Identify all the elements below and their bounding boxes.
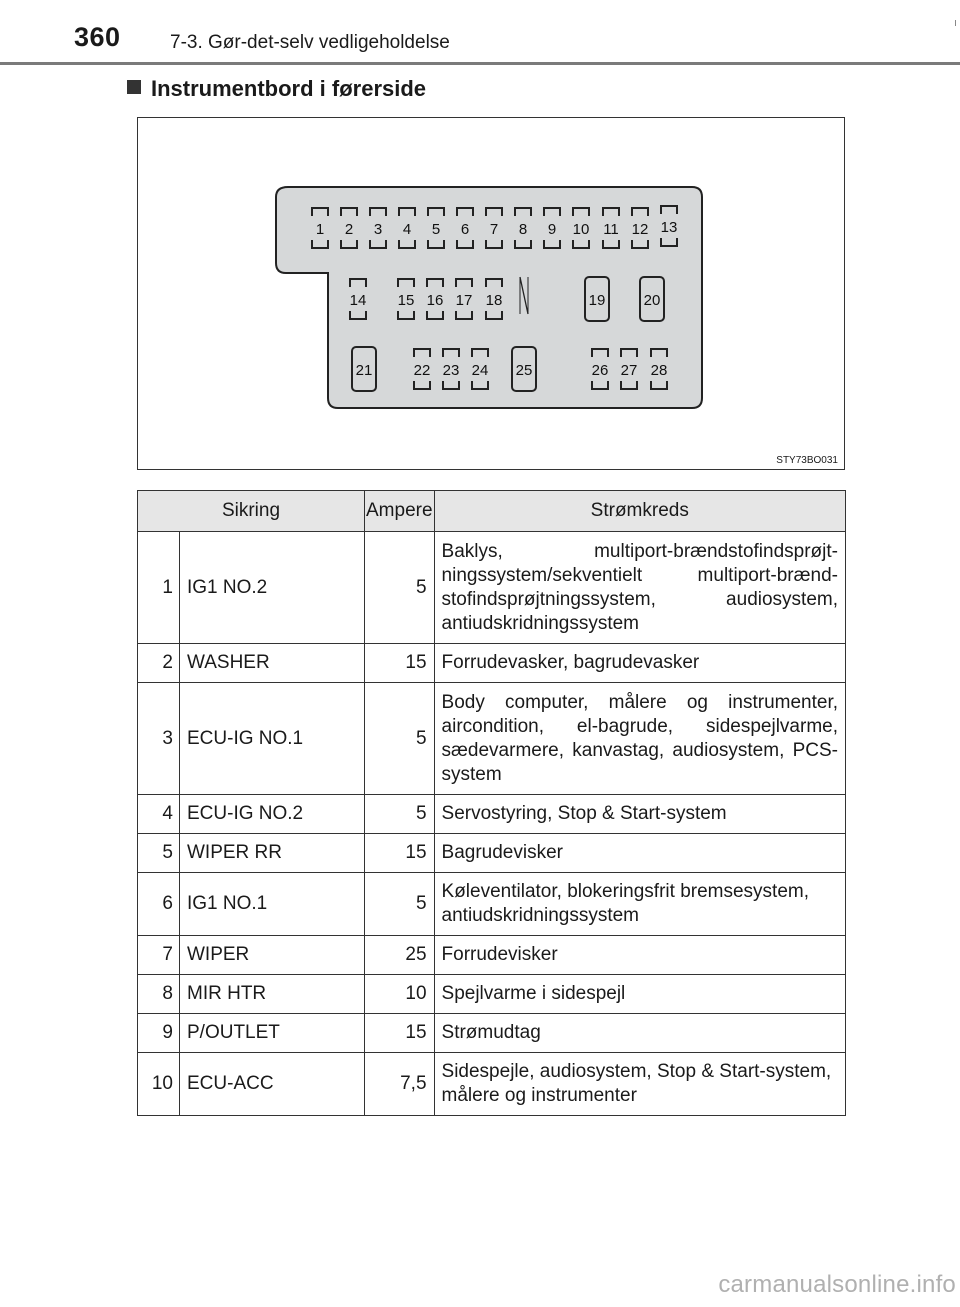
fuse-label: 10	[572, 221, 590, 238]
fuse-table	[137, 490, 846, 1116]
fuse-label: 14	[349, 292, 367, 309]
fuse-label: 24	[471, 362, 489, 379]
fuse-circuit: Forrudevisker	[434, 936, 845, 975]
fuse-box-diagram	[137, 117, 845, 470]
section-title-text: Instrumentbord i førerside	[151, 76, 427, 101]
fuse-label: 25	[515, 362, 533, 379]
fuse-name: IG1 NO.1	[180, 873, 365, 936]
fuse-ampere: 5	[365, 795, 435, 834]
fuse-ampere: 15	[365, 1014, 435, 1053]
fuse-label: 4	[402, 221, 412, 238]
fuse-name: ECU-IG NO.2	[180, 795, 365, 834]
fuse-number: 7	[138, 936, 180, 975]
fuse-name: IG1 NO.2	[180, 532, 365, 644]
fuse-ampere: 5	[365, 873, 435, 936]
table-row	[138, 683, 846, 795]
fuse-ampere: 10	[365, 975, 435, 1014]
fuse-name: P/OUTLET	[180, 1014, 365, 1053]
fuse-label: 28	[650, 362, 668, 379]
fuse-label: 19	[588, 292, 606, 309]
header-rule	[0, 62, 960, 65]
fuse-circuit: Strømudtag	[434, 1014, 845, 1053]
fuse-label: 16	[426, 292, 444, 309]
fuse-name: WASHER	[180, 644, 365, 683]
watermark: carmanualsonline.info	[718, 1271, 956, 1298]
fuse-number: 10	[138, 1053, 180, 1116]
fuse-label: 3	[373, 221, 383, 238]
fuse-circuit: Body computer, målere og instrumenter, aircondition, el-bagrude, sidespejlvarme, sædevarmere, kanvastag, audiosystem, PCS-system	[434, 683, 845, 795]
fuse-number: 4	[138, 795, 180, 834]
fuse-label: 11	[603, 221, 619, 238]
fuse-label: 6	[460, 221, 470, 238]
fuse-label: 1	[315, 221, 325, 238]
fuse-ampere: 5	[365, 532, 435, 644]
fuse-name: ECU-ACC	[180, 1053, 365, 1116]
fuse-label: 18	[485, 292, 503, 309]
fuse-label: 20	[643, 292, 661, 309]
table-row	[138, 532, 846, 644]
fuse-label: 21	[355, 362, 373, 379]
table-row	[138, 644, 846, 683]
fuse-ampere: 5	[365, 683, 435, 795]
section-title	[127, 76, 426, 102]
header-circuit: Strømkreds	[434, 491, 845, 532]
table-row	[138, 873, 846, 936]
fuse-label: 8	[518, 221, 528, 238]
edge-tick	[955, 20, 956, 26]
fuse-name: MIR HTR	[180, 975, 365, 1014]
fuse-label: 23	[442, 362, 460, 379]
chapter-title: 7-3. Gør-det-selv vedligeholdelse	[170, 32, 450, 53]
fuse-number: 9	[138, 1014, 180, 1053]
page-number: 360	[74, 22, 121, 52]
table-row	[138, 936, 846, 975]
fuse-number: 3	[138, 683, 180, 795]
fuse-label: 9	[547, 221, 557, 238]
fuse-label: 27	[620, 362, 638, 379]
fuse-label: 22	[413, 362, 431, 379]
table-row	[138, 1053, 846, 1116]
fuse-label: 26	[591, 362, 609, 379]
fuse-number: 8	[138, 975, 180, 1014]
fuse-circuit: Sidespejle, audiosystem, Stop & Start-system, målere og instrumenter	[434, 1053, 845, 1116]
page-header	[0, 0, 960, 64]
fuse-ampere: 25	[365, 936, 435, 975]
table-row	[138, 795, 846, 834]
fuse-circuit: Baklys, multiport-brændstofindsprøjt-ningssystem/sekventielt multiport-brænd-stofindsprøjtningssystem, audiosystem, antiudskridningssystem	[434, 532, 845, 644]
fuse-number: 2	[138, 644, 180, 683]
fuse-label: 13	[660, 219, 678, 236]
fuse-label: 7	[489, 221, 499, 238]
header-ampere: Ampere	[365, 491, 435, 532]
fuse-label: 15	[397, 292, 415, 309]
fuse-ampere: 15	[365, 644, 435, 683]
table-header-row	[138, 491, 846, 532]
fuse-circuit: Forrudevasker, bagrudevasker	[434, 644, 845, 683]
fuse-circuit: Bagrudevisker	[434, 834, 845, 873]
table-row	[138, 975, 846, 1014]
fuse-ampere: 15	[365, 834, 435, 873]
fuse-name: WIPER	[180, 936, 365, 975]
fuse-name: ECU-IG NO.1	[180, 683, 365, 795]
square-bullet-icon	[127, 80, 141, 94]
fuse-number: 6	[138, 873, 180, 936]
fuse-circuit: Køleventilator, blokeringsfrit bremsesystem, antiudskridningssystem	[434, 873, 845, 936]
fuse-number: 5	[138, 834, 180, 873]
figure-code: STY73BO031	[776, 455, 838, 466]
fuse-label: 2	[344, 221, 354, 238]
table-row	[138, 1014, 846, 1053]
fuse-number: 1	[138, 532, 180, 644]
fuse-ampere: 7,5	[365, 1053, 435, 1116]
header-fuse: Sikring	[138, 491, 365, 532]
fuse-label: 12	[631, 221, 649, 238]
fuse-label: 5	[431, 221, 441, 238]
fuse-label: 17	[455, 292, 473, 309]
fuse-circuit: Spejlvarme i sidespejl	[434, 975, 845, 1014]
table-row	[138, 834, 846, 873]
fuse-name: WIPER RR	[180, 834, 365, 873]
fuse-box-svg	[138, 118, 846, 471]
fuse-circuit: Servostyring, Stop & Start-system	[434, 795, 845, 834]
